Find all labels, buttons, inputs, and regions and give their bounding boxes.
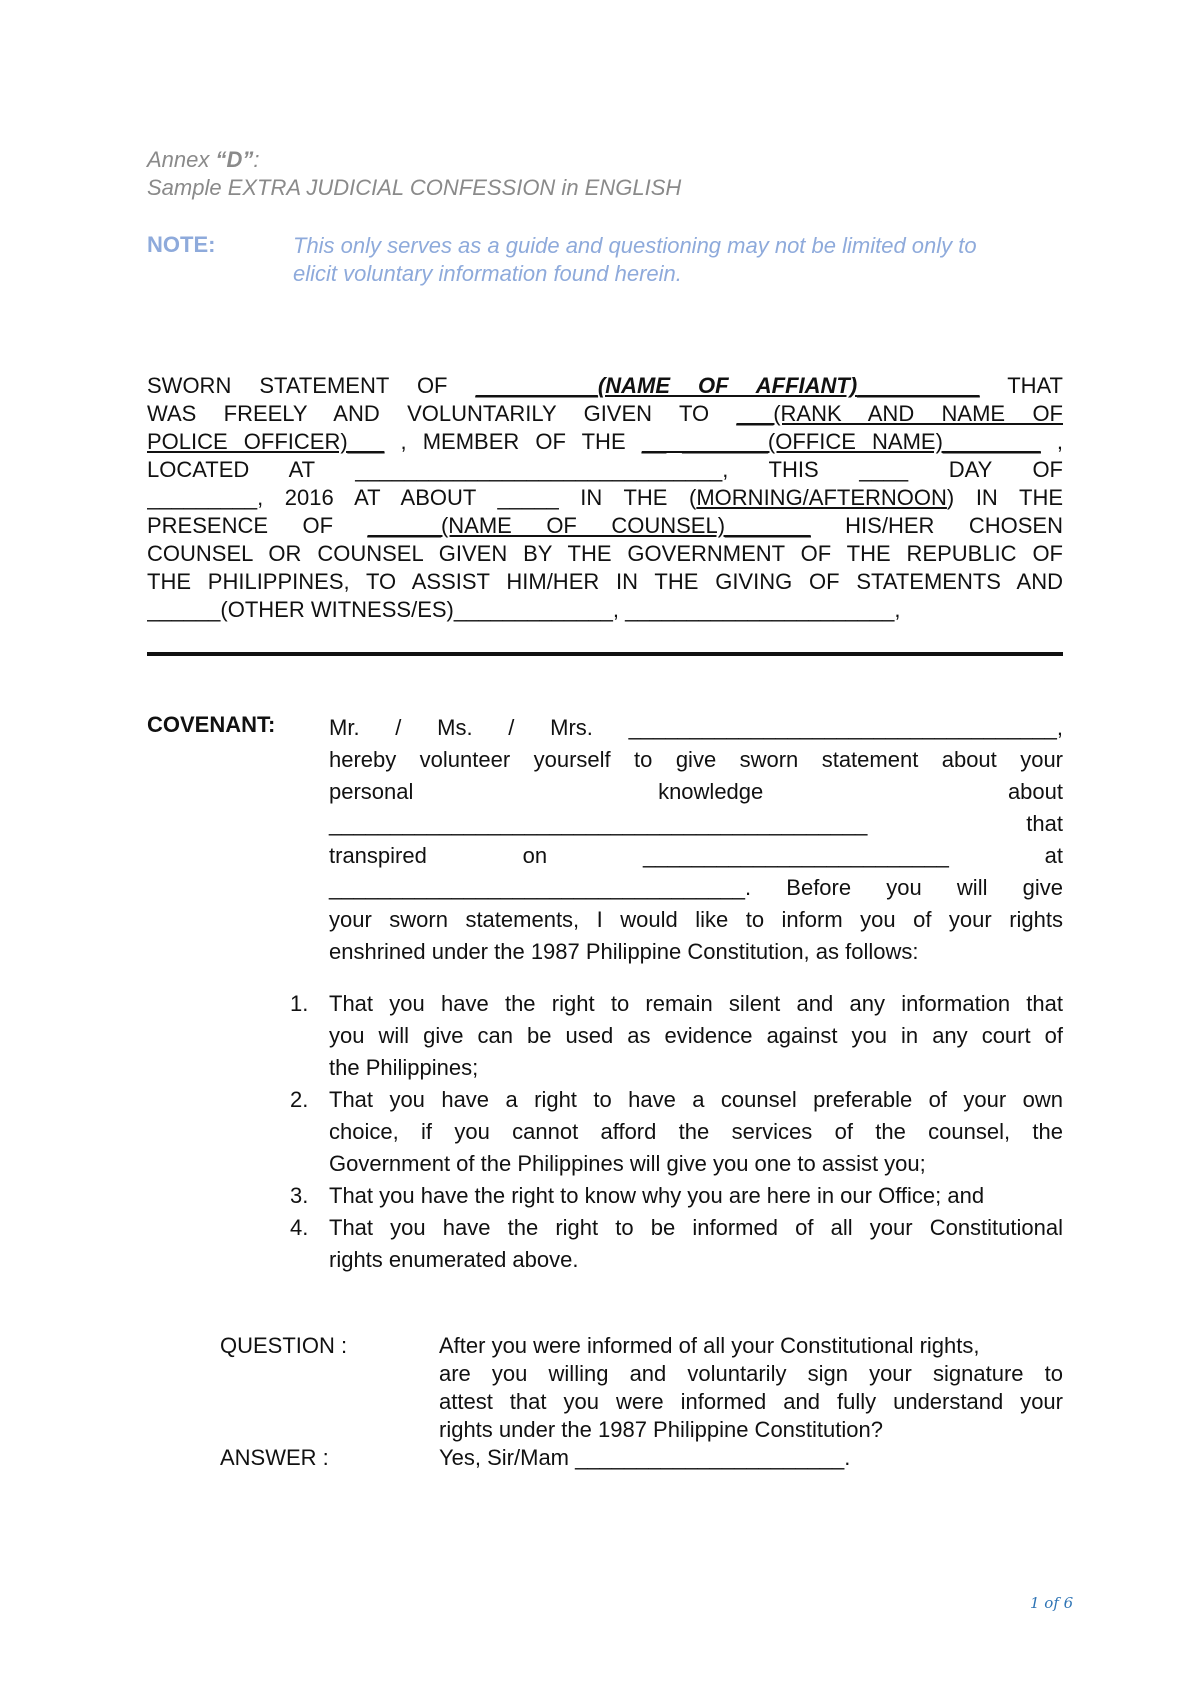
sworn-statement-paragraph (147, 372, 1063, 624)
annex-title: Annex “D”: (147, 147, 260, 172)
sworn-line: WAS FREELY AND VOLUNTARILY GIVEN TO ___(RANK AND NAME OF (147, 401, 1063, 426)
list-number: 4. (290, 1215, 309, 1240)
covenant-text (329, 712, 1063, 968)
sworn-line: SWORN STATEMENT OF __________(NAME OF AFFIANT)__________ THAT (147, 373, 1063, 398)
list-item: 1. That you have the right to remain silent and any information that you will give can be used as evidence against you in any court of the Philippines; (290, 988, 1063, 1084)
answer-label: ANSWER : (220, 1445, 329, 1470)
question-text: After you were informed of all your Constitutional rights, are you willing and voluntarily sign your signature to attest that you were informed and fully understand your rights under the 1987 Philippine Constitution? (439, 1333, 1063, 1442)
sworn-line: PRESENCE OF ______(NAME OF COUNSEL)_______ HIS/HER CHOSEN (147, 513, 1063, 538)
covenant-line: Mr. / Ms. / Mrs. ___________________________________, (329, 715, 1063, 740)
covenant-line: your sworn statements, I would like to inform you of your rights (329, 907, 1063, 932)
page-number: 1 of 6 (1030, 1594, 1074, 1612)
covenant-line: hereby volunteer yourself to give sworn statement about your (329, 747, 1063, 772)
note-text (293, 232, 1063, 288)
covenant-line: __________________________________. Before you will give (329, 875, 1063, 900)
list-item: 4. That you have the right to be informed of all your Constitutional rights enumerated above. (290, 1212, 1063, 1276)
sworn-line: COUNSEL OR COUNSEL GIVEN BY THE GOVERNMENT OF THE REPUBLIC OF (147, 541, 1063, 566)
question-row (220, 1332, 1063, 1444)
office-name-blank: __ _______(OFFICE NAME)________ (641, 429, 1041, 454)
question-label: QUESTION : (220, 1333, 348, 1358)
section-divider (147, 652, 1063, 656)
sworn-line: THE PHILIPPINES, TO ASSIST HIM/HER IN THE GIVING OF STATEMENTS AND (147, 569, 1063, 594)
annex-subtitle: Sample EXTRA JUDICIAL CONFESSION in ENGLISH (147, 175, 682, 200)
answer-text: Yes, Sir/Mam ______________________. (439, 1445, 851, 1470)
covenant-line: transpired on _________________________ at (329, 843, 1063, 868)
name-of-affiant-blank: (NAME OF AFFIANT) (597, 373, 858, 398)
sworn-line: POLICE OFFICER)___ , MEMBER OF THE __ _______(OFFICE NAME)________ , (147, 429, 1063, 454)
sworn-line: ______(OTHER WITNESS/ES)_____________, ______________________, (147, 597, 901, 622)
question-answer-block (220, 1332, 1063, 1472)
answer-row (220, 1444, 1063, 1472)
list-item: 3. That you have the right to know why you are here in our Office; and (290, 1180, 1063, 1212)
counsel-name-blank: ______(NAME OF COUNSEL)_______ (367, 513, 811, 538)
list-number: 2. (290, 1087, 309, 1112)
note-label: NOTE: (147, 232, 216, 257)
note-line: elicit voluntary information found herein. (293, 261, 682, 286)
covenant-label: COVENANT: (147, 712, 276, 737)
list-number: 3. (290, 1183, 309, 1208)
covenant-line: personal knowledge about (329, 779, 1063, 804)
list-number: 1. (290, 991, 309, 1016)
covenant-line: ____________________________________________ that (329, 811, 1063, 836)
annex-header (147, 146, 681, 202)
note-line: This only serves as a guide and questioning may not be limited only to (293, 233, 977, 258)
rank-name-blank: ___(RANK AND NAME OF (736, 401, 1063, 426)
rights-list (290, 988, 1063, 1276)
sworn-line: _________, 2016 AT ABOUT _____ IN THE (MORNING/AFTERNOON) IN THE (147, 485, 1063, 510)
list-item: 2. That you have a right to have a counsel preferable of your own choice, if you cannot afford the services of the counsel, the Government of the Philippines will give you one to assist you; (290, 1084, 1063, 1180)
time-of-day: MORNING/AFTERNOON (696, 485, 947, 510)
covenant-line: enshrined under the 1987 Philippine Constitution, as follows: (329, 939, 919, 964)
sworn-line: LOCATED AT ______________________________, THIS ____ DAY OF (147, 457, 1063, 482)
